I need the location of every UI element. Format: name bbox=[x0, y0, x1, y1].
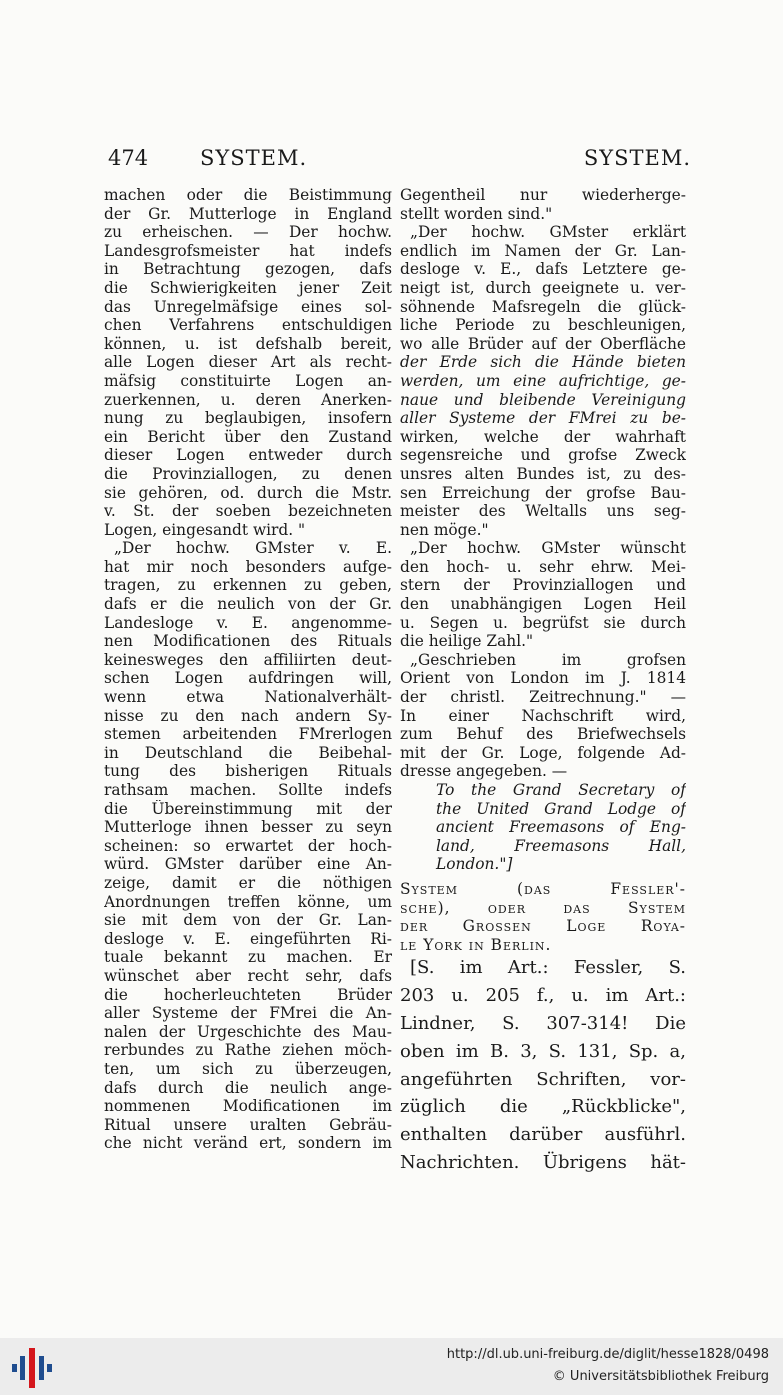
text-line: dafs durch die neulich ange- bbox=[104, 1078, 392, 1097]
text-line: aller Systeme der FMrei die An- bbox=[104, 1004, 392, 1023]
text-line: nen Modificationen des Rituals bbox=[104, 632, 392, 651]
text-line: naue und bleibende Vereinigung bbox=[400, 390, 686, 409]
text-line: die Schwierigkeiten jener Zeit bbox=[104, 278, 392, 297]
text-line: wo alle Brüder auf der Oberfläche bbox=[400, 334, 686, 353]
text-line: schen Logen aufdringen will, bbox=[104, 669, 392, 688]
text-line: London."] bbox=[436, 855, 513, 874]
text-line: züglich die „Rückblicke", bbox=[400, 1096, 686, 1118]
text-line: der Gr. Mutterloge in England bbox=[104, 204, 392, 223]
text-line: zuerkennen, u. deren Anerken- bbox=[104, 390, 392, 409]
text-line: werden, um eine aufrichtige, ge- bbox=[400, 371, 686, 390]
text-line: zeige, damit er die nöthigen bbox=[104, 873, 392, 892]
text-line: „Geschrieben im grofsen bbox=[410, 650, 686, 669]
text-line: liche Periode zu beschleunigen, bbox=[400, 316, 686, 335]
right-column bbox=[400, 186, 686, 1177]
text-line: Orient von London im J. 1814 bbox=[400, 669, 686, 688]
text-line: zu erheischen. — Der hochw. bbox=[104, 223, 392, 242]
text-line: der Erde sich die Hände bieten bbox=[400, 353, 686, 372]
text-line: meister des Weltalls uns seg- bbox=[400, 502, 686, 521]
text-line: alle Logen dieser Art als recht- bbox=[104, 353, 392, 372]
ub-freiburg-logo-icon[interactable] bbox=[12, 1348, 52, 1388]
viewer-footer bbox=[0, 1338, 783, 1395]
text-line: söhnende Mafsregeln die glück- bbox=[400, 297, 686, 316]
text-line: the United Grand Lodge of bbox=[436, 799, 686, 818]
document-url-link[interactable]: http://dl.ub.uni-freiburg.de/diglit/hesse1828/0498 bbox=[446, 1347, 769, 1362]
text-line: den hoch- u. sehr ehrw. Mei- bbox=[400, 557, 686, 576]
page-number: 474 bbox=[108, 146, 149, 170]
text-line: desloge v. E. eingeführten Ri- bbox=[104, 929, 392, 948]
text-line: v. St. der soeben bezeichneten bbox=[104, 502, 392, 521]
text-line: stemen arbeitenden FMrerlogen bbox=[104, 725, 392, 744]
text-line: stellt worden sind." bbox=[400, 204, 553, 223]
text-line: der Grossen Loge Roya- bbox=[400, 917, 686, 936]
text-line: in Betrachtung gezogen, dafs bbox=[104, 260, 392, 279]
text-line: oben im B. 3, S. 131, Sp. a, bbox=[400, 1040, 686, 1062]
text-line: der christl. Zeitrechnung." — bbox=[400, 688, 686, 707]
text-line: tragen, zu erkennen zu geben, bbox=[104, 576, 392, 595]
text-line: Landesgrofsmeister hat indefs bbox=[104, 241, 392, 260]
text-line: sen Erreichung der grofse Bau- bbox=[400, 483, 686, 502]
left-column bbox=[104, 186, 392, 1153]
text-line: che nicht veränd ert, sondern im bbox=[104, 1134, 392, 1153]
text-line: unsres alten Bundes ist, zu des- bbox=[400, 464, 686, 483]
text-line: wenn etwa Nationalverhält- bbox=[104, 688, 392, 707]
text-line: „Der hochw. GMster v. E. bbox=[114, 539, 392, 558]
text-line: ein Bericht über den Zustand bbox=[104, 427, 392, 446]
right-column-large-text bbox=[400, 954, 686, 1176]
text-line: den unabhängigen Logen Heil bbox=[400, 595, 686, 614]
text-line: [S. im Art.: Fessler, S. bbox=[410, 957, 686, 979]
text-line: sie gehören, od. durch die Mstr. bbox=[104, 483, 392, 502]
text-line: wirken, welche der wahrhaft bbox=[400, 427, 686, 446]
text-line: neigt ist, durch geeignete u. ver- bbox=[400, 278, 686, 297]
text-line: endlich im Namen der Gr. Lan- bbox=[400, 241, 686, 260]
text-line: machen oder die Beistimmung bbox=[104, 186, 392, 204]
text-line: land, Freemasons Hall, bbox=[436, 836, 686, 855]
header-right-title: SYSTEM. bbox=[583, 146, 691, 170]
text-line: le York in Berlin. bbox=[400, 935, 552, 954]
text-line: rerbundes zu Rathe ziehen möch- bbox=[104, 1041, 392, 1060]
text-line: dieser Logen entweder durch bbox=[104, 446, 392, 465]
text-line: nommenen Modificationen im bbox=[104, 1097, 392, 1116]
text-line: nung zu beglaubigen, insofern bbox=[104, 409, 392, 428]
text-line: in Deutschland die Beibehal- bbox=[104, 743, 392, 762]
text-line: angeführten Schriften, vor- bbox=[400, 1068, 686, 1090]
text-line: 203 u. 205 f., u. im Art.: bbox=[400, 985, 686, 1007]
text-line: mäfsig constituirte Logen an- bbox=[104, 371, 392, 390]
text-line: System (das Fessler'- bbox=[400, 879, 686, 898]
text-line: dresse angegeben. — bbox=[400, 762, 568, 781]
text-line: Anordnungen treffen könne, um bbox=[104, 892, 392, 911]
copyright-notice: © Universitätsbibliothek Freiburg bbox=[552, 1369, 769, 1384]
text-line: Ritual unsere uralten Gebräu- bbox=[104, 1115, 392, 1134]
text-line: tuale bekannt zu machen. Er bbox=[104, 948, 392, 967]
text-line: dafs er die neulich von der Gr. bbox=[104, 595, 392, 614]
text-line: segensreiche und grofse Zweck bbox=[400, 446, 686, 465]
text-line: Gegentheil nur wiederherge- bbox=[400, 186, 686, 204]
text-line: mit der Gr. Loge, folgende Ad- bbox=[400, 743, 686, 762]
text-line: desloge v. E., dafs Letztere ge- bbox=[400, 260, 686, 279]
text-line: keinesweges den affiliirten deut- bbox=[104, 650, 392, 669]
text-line: rathsam machen. Sollte indefs bbox=[104, 781, 392, 799]
text-line: scheinen: so erwartet der hoch- bbox=[104, 836, 392, 855]
text-line: Mutterloge ihnen besser zu seyn bbox=[104, 818, 392, 837]
text-line: das Unregelmäfsige eines sol- bbox=[104, 297, 392, 316]
text-line: hat mir noch besonders aufge- bbox=[104, 557, 392, 576]
text-line: nisse zu den nach andern Sy- bbox=[104, 706, 392, 725]
text-line: nen möge." bbox=[400, 520, 489, 539]
text-line: nalen der Urgeschichte des Mau- bbox=[104, 1022, 392, 1041]
text-line: zum Behuf des Briefwechsels bbox=[400, 725, 686, 744]
text-line: Lindner, S. 307-314! Die bbox=[400, 1012, 686, 1034]
text-line: Logen, eingesandt wird. " bbox=[104, 520, 306, 539]
text-line: die Übereinstimmung mit der bbox=[104, 799, 392, 818]
text-line: würd. GMster darüber eine An- bbox=[104, 855, 392, 874]
text-line: sie mit dem von der Gr. Lan- bbox=[104, 911, 392, 930]
text-line: sche), oder das System bbox=[400, 898, 686, 917]
text-line: tung des bisherigen Rituals bbox=[104, 762, 392, 781]
text-line: In einer Nachschrift wird, bbox=[400, 706, 686, 725]
text-line: ten, um sich zu überzeugen, bbox=[104, 1059, 392, 1078]
header-left-title: SYSTEM. bbox=[200, 146, 308, 170]
running-header bbox=[108, 146, 693, 176]
text-line: die Provinziallogen, zu denen bbox=[104, 464, 392, 483]
text-line: Nachrichten. Übrigens hät- bbox=[400, 1151, 686, 1173]
text-line: „Der hochw. GMster wünscht bbox=[410, 539, 686, 558]
text-line: können, u. ist defshalb bereit, bbox=[104, 334, 392, 353]
text-line: Landesloge v. E. angenomme- bbox=[104, 613, 392, 632]
text-line: wünschet aber recht sehr, dafs bbox=[104, 966, 392, 985]
text-line: To the Grand Secretary of bbox=[436, 781, 686, 799]
text-line: enthalten darüber ausführl. bbox=[400, 1124, 686, 1146]
text-line: aller Systeme der FMrei zu be- bbox=[400, 409, 686, 428]
text-line: ancient Freemasons of Eng- bbox=[436, 818, 686, 837]
text-line: „Der hochw. GMster erklärt bbox=[410, 223, 686, 242]
text-line: die heilige Zahl." bbox=[400, 632, 534, 651]
text-line: chen Verfahrens entschuldigen bbox=[104, 316, 392, 335]
text-line: die hocherleuchteten Brüder bbox=[104, 985, 392, 1004]
text-line: stern der Provinziallogen und bbox=[400, 576, 686, 595]
text-line: u. Segen u. begrüfst sie durch bbox=[400, 613, 686, 632]
